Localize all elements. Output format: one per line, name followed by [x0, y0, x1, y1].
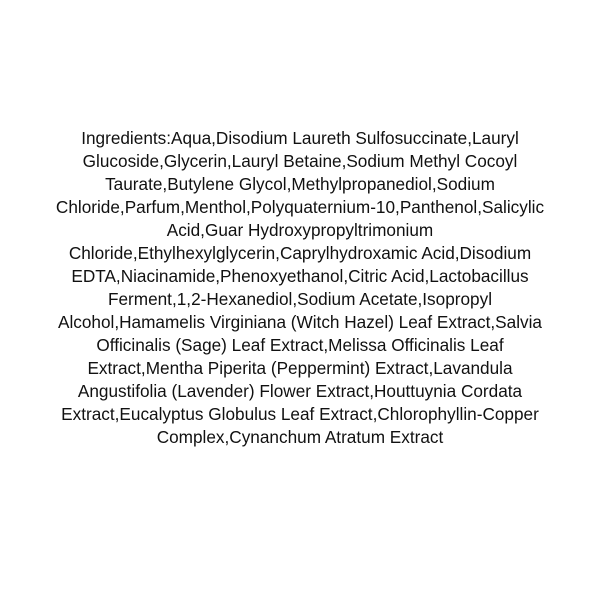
ingredients-line: Officinalis (Sage) Leaf Extract,Melissa Officinalis Leaf [96, 335, 504, 355]
ingredients-line: Angustifolia (Lavender) Flower Extract,Houttuynia Cordata [77, 381, 523, 401]
ingredients-text-block [28, 127, 572, 449]
ingredients-line: Glucoside,Glycerin,Lauryl Betaine,Sodium Methyl Cocoyl [82, 151, 518, 171]
ingredients-line: Complex,Cynanchum Atratum Extract [156, 427, 444, 447]
ingredients-line: Chloride,Parfum,Menthol,Polyquaternium-10,Panthenol,Salicylic [55, 197, 545, 217]
ingredients-line: Ingredients:Aqua,Disodium Laureth Sulfosuccinate,Lauryl [81, 128, 519, 148]
ingredients-line: Extract,Eucalyptus Globulus Leaf Extract,Chlorophyllin-Copper [61, 404, 539, 424]
ingredients-line: Alcohol,Hamamelis Virginiana (Witch Hazel) Leaf Extract,Salvia [58, 312, 542, 332]
ingredients-line: Acid,Guar Hydroxypropyltrimonium [166, 220, 434, 240]
ingredients-line: Chloride,Ethylhexylglycerin,Caprylhydroxamic Acid,Disodium [68, 243, 532, 263]
ingredients-line: Ferment,1,2-Hexanediol,Sodium Acetate,Isopropyl [107, 289, 493, 309]
ingredients-line: EDTA,Niacinamide,Phenoxyethanol,Citric Acid,Lactobacillus [71, 266, 529, 286]
ingredients-line: Extract,Mentha Piperita (Peppermint) Extract,Lavandula [87, 358, 513, 378]
ingredients-line: Taurate,Butylene Glycol,Methylpropanediol,Sodium [105, 174, 495, 194]
